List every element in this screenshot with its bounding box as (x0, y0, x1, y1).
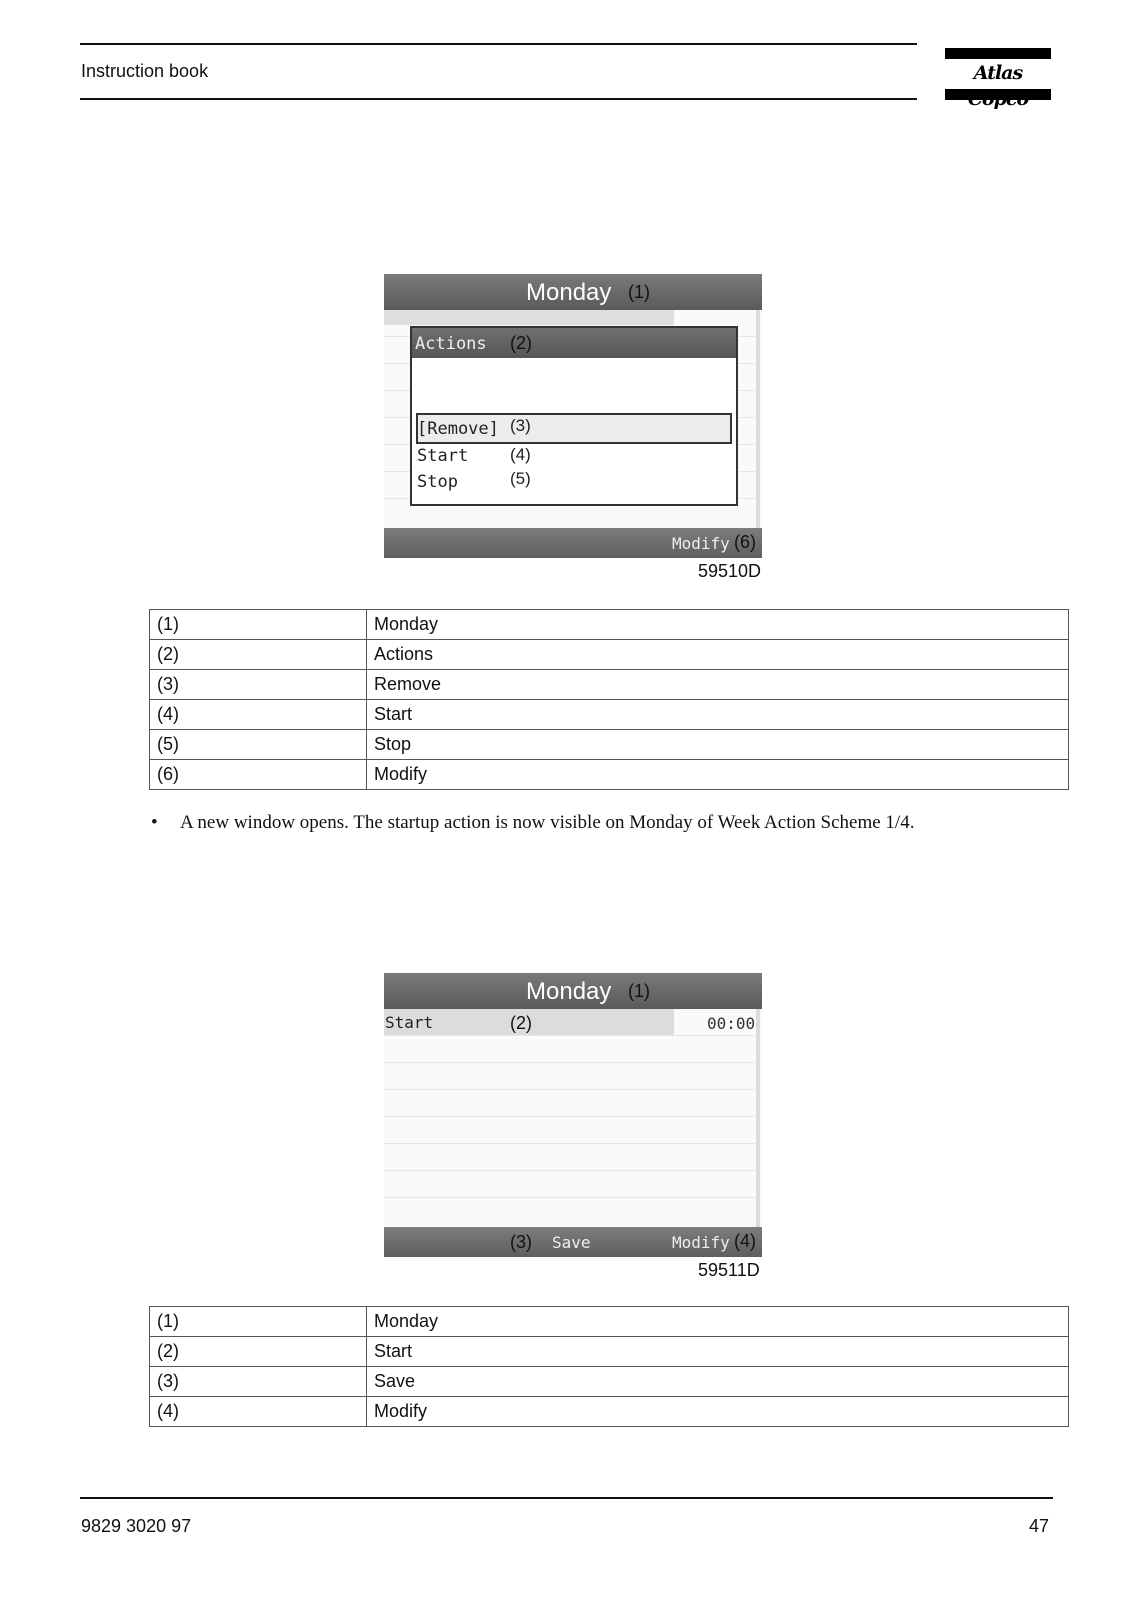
atlas-copco-logo (945, 48, 1051, 100)
row-time: 00:00 (707, 1014, 756, 1033)
screen-actions-menu (384, 274, 762, 558)
actions-popup-title: Actions (415, 334, 487, 354)
page-number: 47 (1029, 1516, 1050, 1536)
row-action-start: Start (385, 1013, 434, 1032)
callout-2: (2) (510, 1013, 532, 1033)
save-softkey[interactable]: Save (552, 1233, 591, 1252)
callout-5: (5) (510, 469, 531, 488)
table-row: (3) Save (150, 1367, 1069, 1397)
callout-4: (4) (510, 445, 531, 464)
header-rule-bottom (80, 98, 917, 100)
figure-caption-2: 59511D (698, 1260, 760, 1280)
screen-title: Monday (526, 978, 612, 1005)
table-row: (2) Actions (150, 640, 1069, 670)
table-row: (5) Stop (150, 730, 1069, 760)
footer-rule (80, 1497, 1053, 1499)
screen-title-bar (384, 973, 762, 1009)
option-stop[interactable]: Stop (417, 472, 458, 492)
figure-caption-1: 59510D (698, 561, 762, 581)
table-row: (2) Start (150, 1337, 1069, 1367)
callout-4: (4) (734, 1231, 756, 1251)
actions-popup-header (412, 328, 736, 358)
header-title: Instruction book (81, 61, 209, 81)
callout-3: (3) (510, 416, 531, 435)
callout-1: (1) (628, 282, 650, 302)
screen-monday-schedule (384, 973, 762, 1257)
callout-3: (3) (510, 1232, 532, 1252)
document-number: 9829 3020 97 (81, 1516, 192, 1536)
table-row: (1) Monday (150, 610, 1069, 640)
table-row: (6) Modify (150, 760, 1069, 790)
header-rule-top (80, 43, 917, 45)
bullet-symbol: • (151, 812, 158, 833)
table-row: (4) Start (150, 700, 1069, 730)
callout-1: (1) (628, 981, 650, 1001)
actions-popup (410, 326, 738, 506)
bullet-text: A new window opens. The startup action is now visible on Monday of Week Action Scheme 1/4. (180, 812, 915, 833)
option-remove[interactable]: [Remove] (417, 419, 499, 439)
table-row: (4) Modify (150, 1397, 1069, 1427)
callout-6: (6) (734, 532, 756, 552)
table-row: (3) Remove (150, 670, 1069, 700)
legend-table-2 (149, 1306, 1069, 1427)
callout-2: (2) (510, 333, 532, 353)
screen-title: Monday (526, 279, 612, 306)
screen-footer-bar (384, 528, 762, 558)
modify-softkey[interactable]: Modify (672, 1233, 730, 1252)
screen-footer-bar (384, 1227, 762, 1257)
screen-title-bar (384, 274, 762, 310)
logo-wordmark: Atlas (973, 62, 1023, 84)
modify-softkey[interactable]: Modify (672, 534, 730, 553)
legend-table-1 (149, 609, 1069, 790)
option-start[interactable]: Start (417, 446, 469, 466)
table-row: (1) Monday (150, 1307, 1069, 1337)
